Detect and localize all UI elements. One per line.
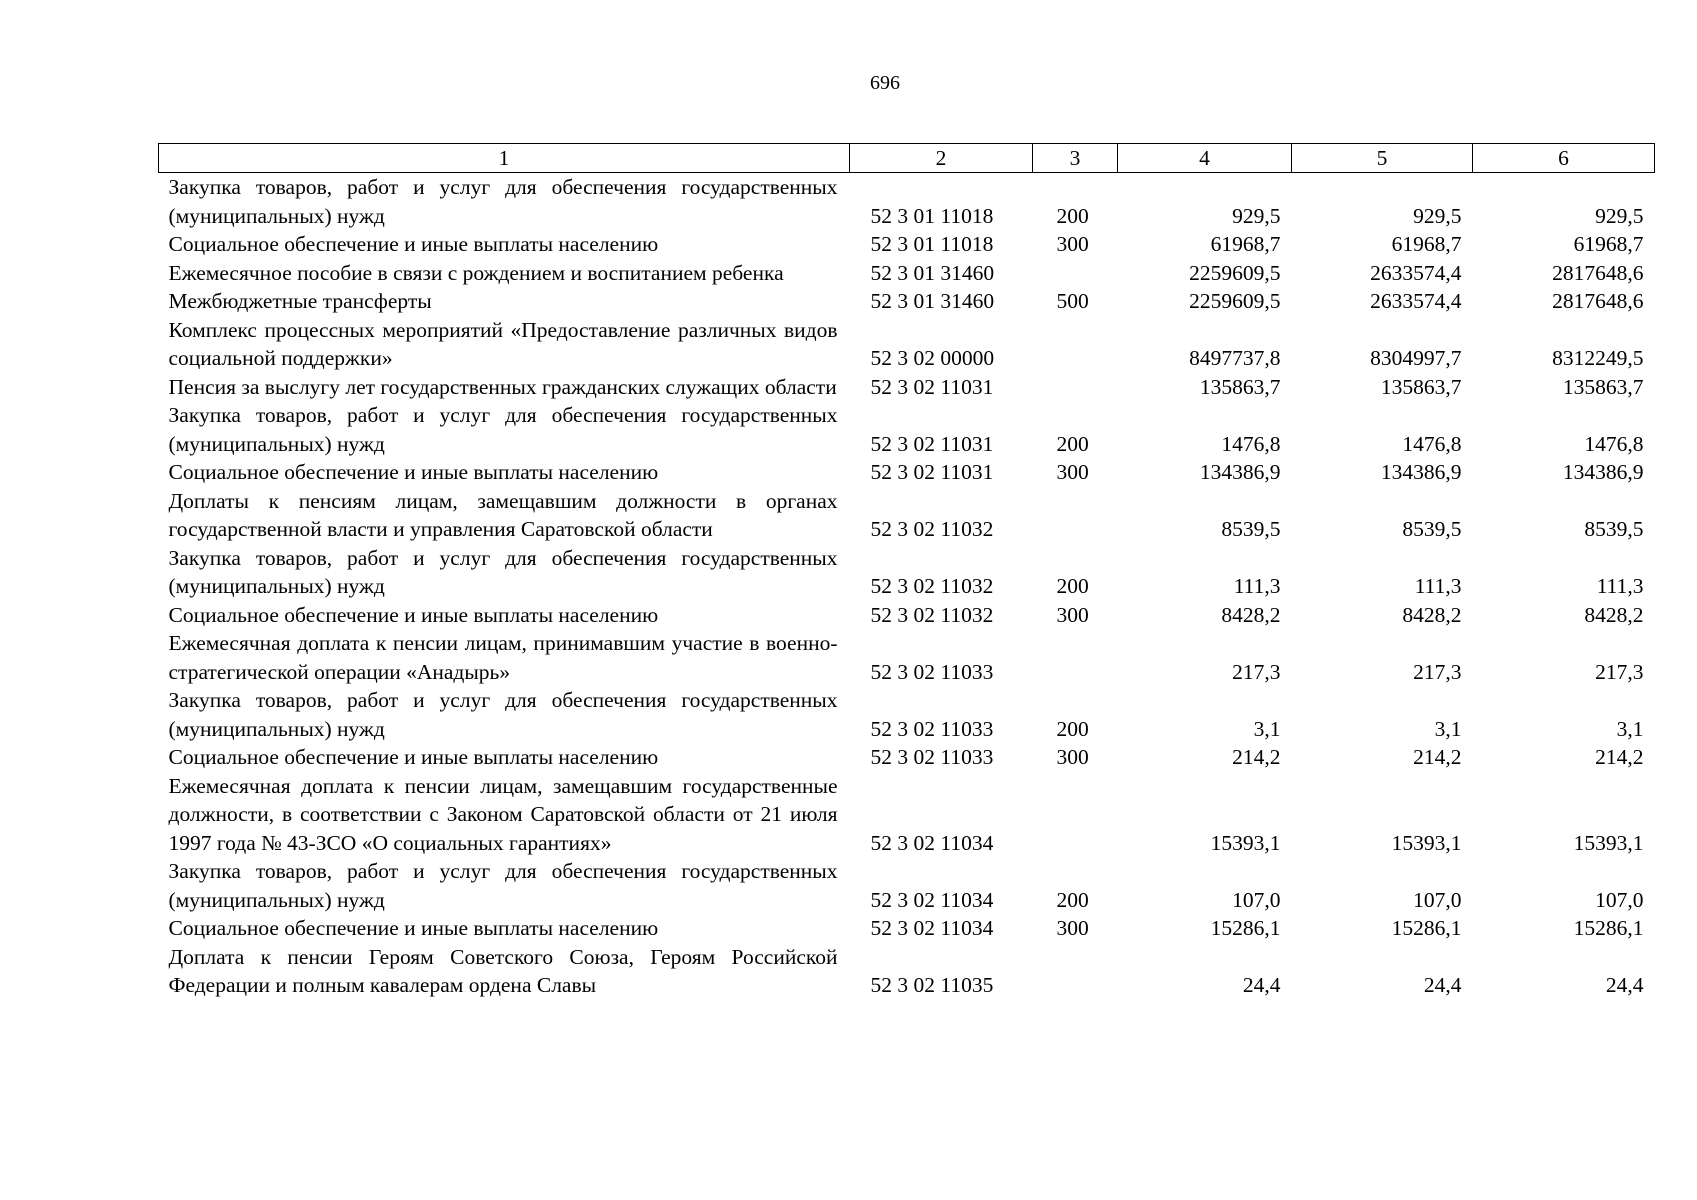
row-value-2026-cell: 134386,9 (1562, 460, 1644, 484)
row-value-2024-cell: 15393,1 (1210, 830, 1281, 855)
row-value-2026-cell: 135863,7 (1562, 374, 1644, 399)
column-header-5: 5 (1292, 144, 1473, 173)
row-expense-type-cell: 200 (1056, 716, 1089, 741)
row-value-2025-cell: 214,2 (1413, 745, 1462, 769)
table-row (159, 629, 1655, 686)
row-value-2025-cell: 2633574,4 (1370, 289, 1462, 313)
row-code-cell: 52 3 02 11032 (870, 574, 994, 598)
table-row (159, 230, 1655, 259)
row-expense-type-cell (1033, 487, 1118, 544)
row-value-2026-cell: 8428,2 (1584, 602, 1644, 627)
row-expense-type-cell: 300 (1056, 916, 1089, 940)
column-header-3: 3 (1033, 144, 1118, 173)
row-name-cell: Ежемесячное пособие в связи с рождением и воспитанием ребенка (168, 260, 784, 285)
row-code-cell: 52 3 01 11018 (870, 203, 994, 228)
row-value-2025-cell: 8304997,7 (1370, 346, 1462, 370)
table-row (159, 287, 1655, 316)
row-value-2025-cell: 929,5 (1413, 203, 1462, 228)
row-value-2024-cell: 214,2 (1232, 745, 1281, 769)
row-code-cell: 52 3 01 11018 (870, 232, 994, 256)
row-code-cell: 52 3 02 11033 (870, 716, 994, 741)
row-code-cell: 52 3 02 11034 (870, 830, 994, 855)
row-value-2025-cell: 111,3 (1414, 574, 1462, 598)
row-code-cell: 52 3 01 31460 (870, 260, 995, 285)
row-name-cell: Закупка товаров, работ и услуг для обеспечения государственных (муниципальных) нужд (168, 688, 838, 741)
row-value-2025-cell: 15286,1 (1391, 916, 1462, 940)
row-expense-type-cell (1033, 373, 1118, 402)
row-value-2024-cell: 8497737,8 (1189, 346, 1281, 370)
column-header-2: 2 (850, 144, 1033, 173)
row-value-2026-cell: 15286,1 (1573, 916, 1644, 940)
row-code-cell: 52 3 02 11032 (870, 602, 994, 627)
row-value-2024-cell: 8539,5 (1221, 517, 1281, 541)
row-value-2025-cell: 1476,8 (1402, 431, 1462, 456)
column-header-4: 4 (1118, 144, 1292, 173)
row-value-2024-cell: 111,3 (1233, 574, 1281, 598)
row-value-2024-cell: 2259609,5 (1189, 289, 1281, 313)
row-code-cell: 52 3 02 11031 (870, 431, 994, 456)
row-value-2025-cell: 8539,5 (1402, 517, 1462, 541)
row-code-cell: 52 3 01 31460 (870, 289, 995, 313)
row-value-2026-cell: 8312249,5 (1552, 346, 1644, 370)
row-name-cell: Ежемесячная доплата к пенсии лицам, замещавшим государственные должности, в соответствии с Законом Саратовской области от 21 июля 1997 года № 43-ЗСО «О социальных гарантиях» (168, 773, 838, 855)
row-name-cell: Пенсия за выслугу лет государственных гражданских служащих области (168, 374, 837, 399)
row-value-2024-cell: 24,4 (1242, 973, 1281, 997)
row-name-cell: Социальное обеспечение и иные выплаты населению (168, 232, 659, 256)
table-body (159, 173, 1655, 1000)
row-code-cell: 52 3 02 11031 (870, 374, 994, 399)
row-expense-type-cell (1033, 316, 1118, 373)
row-value-2024-cell: 3,1 (1253, 716, 1281, 741)
row-value-2026-cell: 929,5 (1595, 203, 1644, 228)
row-value-2025-cell: 24,4 (1423, 973, 1462, 997)
row-expense-type-cell (1033, 259, 1118, 288)
row-value-2024-cell: 134386,9 (1199, 460, 1281, 484)
table-row (159, 487, 1655, 544)
column-header-1: 1 (159, 144, 850, 173)
row-name-cell: Закупка товаров, работ и услуг для обеспечения государственных (муниципальных) нужд (168, 403, 838, 456)
row-expense-type-cell: 200 (1056, 431, 1089, 456)
row-value-2026-cell: 8539,5 (1584, 517, 1644, 541)
row-value-2026-cell: 1476,8 (1584, 431, 1644, 456)
budget-table (158, 143, 1655, 1000)
row-value-2024-cell: 929,5 (1232, 203, 1281, 228)
row-code-cell: 52 3 02 11032 (870, 517, 994, 541)
row-name-cell: Комплекс процессных мероприятий «Предоставление различных видов социальной поддержки» (168, 317, 838, 370)
page-number: 696 (870, 72, 900, 94)
row-expense-type-cell: 300 (1056, 745, 1089, 769)
row-expense-type-cell: 200 (1056, 887, 1089, 912)
row-expense-type-cell: 300 (1056, 460, 1089, 484)
row-value-2025-cell: 134386,9 (1380, 460, 1462, 484)
table-row (159, 601, 1655, 630)
column-header-6: 6 (1473, 144, 1655, 173)
table-row (159, 173, 1655, 231)
row-code-cell: 52 3 02 11033 (870, 659, 994, 684)
row-code-cell: 52 3 02 11031 (870, 460, 994, 484)
row-value-2026-cell: 2817648,6 (1552, 260, 1644, 285)
row-name-cell: Ежемесячная доплата к пенсии лицам, принимавшим участие в военно-стратегической операции «Анадырь» (168, 631, 838, 684)
row-expense-type-cell: 300 (1056, 232, 1089, 256)
row-value-2026-cell: 217,3 (1595, 659, 1644, 684)
row-value-2024-cell: 135863,7 (1199, 374, 1281, 399)
row-expense-type-cell: 500 (1056, 289, 1089, 313)
row-value-2025-cell: 61968,7 (1391, 232, 1462, 256)
row-name-cell: Социальное обеспечение и иные выплаты населению (168, 745, 659, 769)
row-value-2026-cell: 61968,7 (1573, 232, 1644, 256)
row-code-cell: 52 3 02 11035 (870, 973, 994, 997)
row-value-2026-cell: 2817648,6 (1552, 289, 1644, 313)
table-row (159, 686, 1655, 743)
row-expense-type-cell: 300 (1056, 602, 1089, 627)
row-value-2025-cell: 15393,1 (1391, 830, 1462, 855)
row-value-2024-cell: 8428,2 (1221, 602, 1281, 627)
row-expense-type-cell: 200 (1056, 203, 1089, 228)
row-name-cell: Социальное обеспечение и иные выплаты населению (168, 602, 659, 627)
row-value-2025-cell: 2633574,4 (1370, 260, 1462, 285)
row-code-cell: 52 3 02 11033 (870, 745, 994, 769)
table-row (159, 316, 1655, 373)
row-value-2026-cell: 15393,1 (1573, 830, 1644, 855)
row-expense-type-cell: 200 (1056, 574, 1089, 598)
row-name-cell: Закупка товаров, работ и услуг для обеспечения государственных (муниципальных) нужд (168, 545, 838, 598)
row-value-2024-cell: 107,0 (1232, 887, 1281, 912)
table-row (159, 259, 1655, 288)
row-value-2024-cell: 15286,1 (1210, 916, 1281, 940)
row-value-2024-cell: 61968,7 (1210, 232, 1281, 256)
table-row (159, 743, 1655, 772)
table-header-row (159, 144, 1655, 173)
row-value-2025-cell: 107,0 (1413, 887, 1462, 912)
row-value-2026-cell: 3,1 (1616, 716, 1644, 741)
row-code-cell: 52 3 02 11034 (870, 887, 994, 912)
row-name-cell: Доплаты к пенсиям лицам, замещавшим должности в органах государственной власти и управления Саратовской области (168, 488, 838, 541)
row-value-2025-cell: 8428,2 (1402, 602, 1462, 627)
row-value-2026-cell: 107,0 (1595, 887, 1644, 912)
row-code-cell: 52 3 02 00000 (870, 346, 995, 370)
row-value-2026-cell: 214,2 (1595, 745, 1644, 769)
row-value-2026-cell: 111,3 (1596, 574, 1644, 598)
table-row (159, 857, 1655, 914)
table-row (159, 373, 1655, 402)
row-value-2025-cell: 135863,7 (1380, 374, 1462, 399)
table-row (159, 458, 1655, 487)
table-row (159, 544, 1655, 601)
row-name-cell: Доплата к пенсии Героям Советского Союза, Героям Российской Федерации и полным кавалерам ордена Славы (168, 944, 838, 997)
row-name-cell: Закупка товаров, работ и услуг для обеспечения государственных (муниципальных) нужд (168, 859, 838, 912)
table-row (159, 772, 1655, 858)
row-expense-type-cell (1033, 943, 1118, 1000)
table-row (159, 401, 1655, 458)
table-row (159, 943, 1655, 1000)
row-expense-type-cell (1033, 772, 1118, 858)
row-value-2024-cell: 217,3 (1232, 659, 1281, 684)
table-row (159, 914, 1655, 943)
row-name-cell: Социальное обеспечение и иные выплаты населению (168, 916, 659, 940)
row-value-2025-cell: 217,3 (1413, 659, 1462, 684)
row-value-2025-cell: 3,1 (1434, 716, 1462, 741)
row-value-2026-cell: 24,4 (1605, 973, 1644, 997)
row-value-2024-cell: 2259609,5 (1189, 260, 1281, 285)
row-name-cell: Социальное обеспечение и иные выплаты населению (168, 460, 659, 484)
row-name-cell: Межбюджетные трансферты (168, 289, 432, 313)
row-value-2024-cell: 1476,8 (1221, 431, 1281, 456)
row-code-cell: 52 3 02 11034 (870, 916, 994, 940)
row-name-cell: Закупка товаров, работ и услуг для обеспечения государственных (муниципальных) нужд (168, 175, 838, 228)
row-expense-type-cell (1033, 629, 1118, 686)
